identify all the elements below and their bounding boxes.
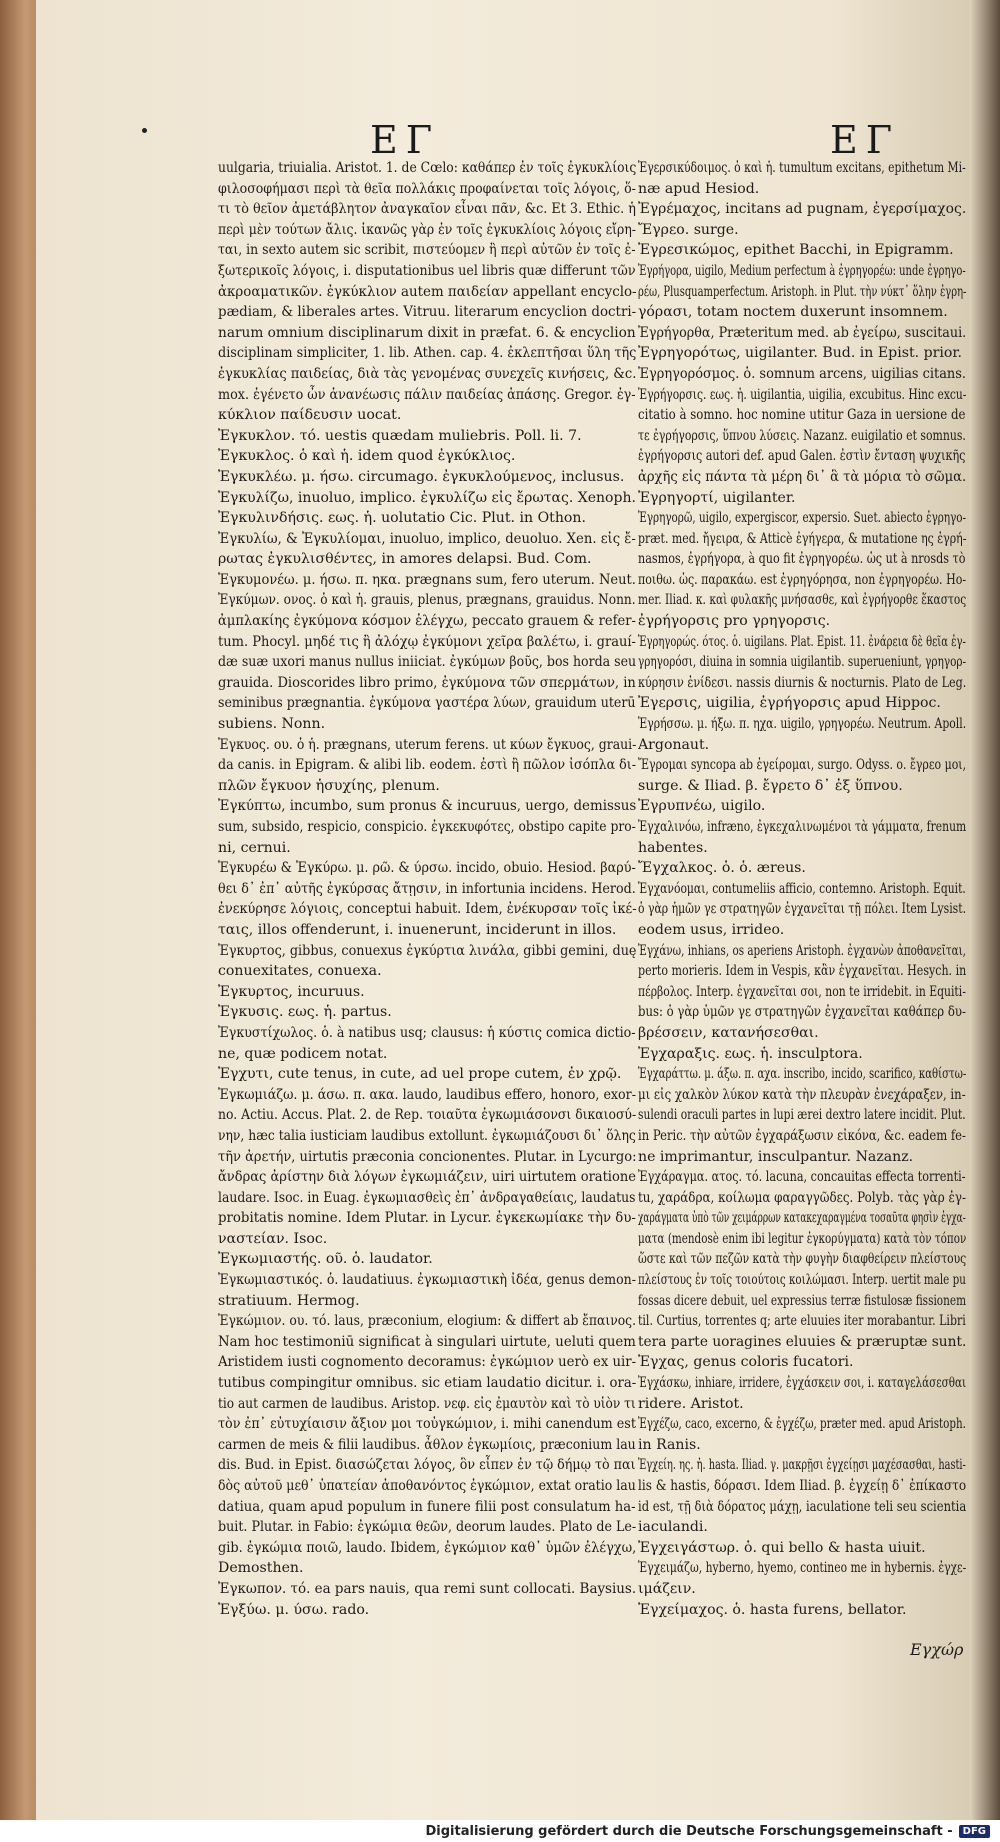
text-line: tum. Phocyl. μηδέ τις ἢ ἀλόχῳ ἐγκύμονι χεῖρα βαλέτω, i. grauí- [218, 633, 636, 650]
text-line: Ἐγκυρέω & Ἐγκύρω. μ. ρῶ. & ύρσω. incido, obuio. Hesiod. βαρύ- [218, 860, 636, 877]
text-line: Ἐγρήγορα, uigilo, Medium perfectum à ἐγρηγορέω: unde ἐγρηγο- [638, 262, 966, 279]
text-line: Ἐγρηγορότως, uigilanter. Bud. in Epist. prior. [638, 345, 963, 362]
text-line: eodem usus, irrideo. [638, 921, 785, 938]
text-line: perto morieris. Idem in Vespis, κἂν ἐγχανεῖται. Hesych. in [638, 963, 967, 980]
text-line: ἐγρήγορσις autori def. apud Galen. ἐστὶν ἔνταση ψυχικῆς [638, 448, 966, 465]
text-line: ἐγκυκλίας παιδείας, διὰ τὰς γενομένας συνεχεῖς κινήσεις, &c. [218, 365, 637, 382]
text-line: Ἐγρήγορθα, Præteritum med. ab ἐγείρω, suscitaui. [638, 324, 967, 341]
text-line: Ἐγκυκλον. τό. uestis quædam muliebris. Poll. li. 7. [218, 427, 582, 444]
text-line: περὶ μὲν τούτων ἄλις. ἱκανῶς γὰρ ἐν τοῖς ἐγκυκλίοις λόγοις εἴρη- [218, 221, 636, 238]
text-line: Ἔγρεο. surge. [638, 221, 739, 238]
text-line: ἀμπλακίης ἐγκύμονα κόσμον ἐλέγχω, peccato grauem & refer- [218, 613, 636, 630]
text-line: ὥστε καὶ τῶν πεζῶν κατὰ τὴν φυγὴν διαφθείρειν πλείστους [638, 1251, 967, 1268]
text-line: Ἐγχαράττω. μ. άξω. π. αχα. inscribo, incido, scarifico, καθίστω- [638, 1066, 967, 1083]
text-line: ἀκροαματικῶν. ἐγκύκλιον autem παιδείαν appellant encyclo- [218, 283, 637, 300]
text-line: id est, τῇ διὰ δόρατος μάχῃ, iaculatione teli seu scientia [638, 1498, 967, 1515]
text-line: Ἐγκυκλος. ὁ καὶ ἡ. idem quod ἐγκύκλιος. [218, 448, 516, 465]
text-line: dæ suæ uxori manus nullus iniiciat. ἐγκύμων βοῦς, bos horda seu [218, 654, 637, 671]
text-line: fossas dicere debuit, uel expressius terræ fistulosæ fissionem [638, 1292, 967, 1309]
text-line: Ἔγχαλκος. ὁ. ὁ. æreus. [638, 860, 806, 877]
text-line: Ἐγκυρτος, incuruus. [218, 983, 365, 1000]
text-line: τῆν ἀρετήν, uirtutis præconia concionentes. Plutar. in Lycurgo: [218, 1148, 637, 1165]
text-line: Ἐγκυλινδήσις. εως. ἡ. uolutatio Cic. Plut. in Othon. [218, 510, 587, 527]
text-line: βρέσσειν, κατανήσεσθαι. [638, 1024, 819, 1041]
text-line: ρέω, Plusquamperfectum. Aristoph. in Plut. τὴν νύκτ᾽ ὅλην ἐγρη- [638, 283, 967, 300]
text-line: Ἐγκυλίζω, inuoluo, implico. ἐγκυλίζω εἰς ἔρωτας. Xenoph. [218, 489, 636, 506]
catchword: Εγχώρ [910, 1640, 964, 1659]
text-line: Ἐγρεσικώμος, epithet Bacchi, in Epigramm. [638, 242, 954, 259]
text-line: seminibus prægnantia. ἐγκύμονα γαστέρα λύων, grauidum uterū [218, 695, 636, 712]
text-line: ταις, illos offenderunt, i. inuenerunt, inciderunt in illos. [218, 921, 617, 938]
text-line: πλῶν ἔγκυον ἡσυχίης, plenum. [218, 777, 440, 794]
text-line: Ἐγρηγορόσμος. ὁ. somnum arcens, uigilias citans. [638, 365, 966, 382]
text-line: Ἐγχας, genus coloris fucatori. [638, 1354, 854, 1371]
text-line: in Ranis. [638, 1436, 701, 1453]
text-line: Ἐγκωμιάζω. μ. άσω. π. ακα. laudo, laudibus effero, honoro, exor- [218, 1086, 636, 1103]
text-line: ridere. Aristot. [638, 1395, 744, 1412]
text-line: Ἐγξύω. μ. ύσω. rado. [218, 1601, 370, 1618]
text-line: tu, χαράδρα, κοίλωμα φαραγγῶδες. Polyb. τὰς γὰρ ἐγ- [638, 1189, 967, 1206]
text-line: φιλοσοφήμασι περὶ τὰ θεῖα πολλάκις προφαίνεται τοῖς λόγοις, ὅ- [218, 180, 636, 197]
printer-mark [142, 128, 147, 133]
text-line: Ἐγκύπτω, incumbo, sum pronus & incuruus, uergo, demissus [218, 798, 637, 815]
text-line: Ἐγχαλινόω, infræno, ἐγκεχαλινωμένοι τὰ γάμματα, frenum [638, 819, 967, 835]
text-line: Ἐγχειγάστωρ. ὁ. qui bello & hasta uiuit. [638, 1539, 926, 1556]
text-line: Ἐγχυτι, cute tenus, in cute, ad uel prope cutem, ἐν χρῷ. [218, 1066, 622, 1083]
text-line: κύρησιν ἐνίδεσι. nassis diurnis & nocturnis. Plato de Leg. [638, 674, 967, 691]
text-line: bus: ὁ γὰρ ὑμῶν γε στρατηγῶν ἐγχανεῖται καθάπερ δυ- [638, 1004, 966, 1021]
text-line: ναστείαν. Isoc. [218, 1230, 328, 1247]
text-line: τε ἐγρήγορσις, ὕπνου λύσεις. Nazanz. euigilatio et somnus. [638, 427, 966, 444]
text-line: stratiuum. Hermog. [218, 1292, 360, 1309]
text-line: τὸν ἐπ᾽ εὐτυχίαισιν ἄξιον μοι τοὐγκώμιον, i. mihi canendum est [218, 1416, 636, 1433]
text-line: Ἐγχάσκω, inhiare, irridere, ἐγχάσκειν σοι, i. καταγελάσεσθαι [638, 1375, 967, 1392]
text-line: Ἐγερσις, uigilia, ἐγρήγορσις apud Hippoc. [638, 695, 941, 712]
text-line: conuexitates, conuexa. [218, 963, 382, 980]
text-line: γρηγορόσι, diuina in somnia uigilantib. superueniunt, γρηγορ- [638, 654, 967, 671]
text-line: ἄνδρας ἀρίστην διὰ λόγων ἐγκωμιάζειν, uiri uirtutem oratione [218, 1169, 636, 1186]
text-line: uulgaria, triuialia. Aristot. 1. de Cœlo: καθάπερ ἐν τοῖς ἐγκυκλίοις [218, 160, 637, 176]
text-line: dis. Bud. in Epist. διασώζεται λόγος, ὃν εἶπεν ἐν τῷ δήμῳ τὸ παι [218, 1457, 636, 1474]
text-line: no. Actiu. Accus. Plat. 2. de Rep. τοιαῦτα ἐγκωμιάσονσι δικαιοσύ- [218, 1107, 637, 1124]
text-line: nasmos, ἐγρήγορα, à quo fit ἐγρηγορέω. ὡς ut à nrosds τὸ [638, 551, 966, 568]
text-line: tutibus compingitur omnibus. sic etiam laudatio dicitur. i. ora- [218, 1375, 637, 1392]
text-line: subiens. Nonn. [218, 716, 326, 733]
text-line: ιμάζειν. [638, 1580, 696, 1597]
running-head-right: ΕΓ [830, 118, 901, 162]
text-line: Ἐγχείη. ης. ἡ. hasta. Iliad. γ. μακρῇσι ἐγχείῃσι μαχέσασθαι, hasti- [638, 1457, 966, 1474]
text-line: carmen de meis & filii laudibus. ἆθλον ἐγκωμίοις, præconium lau [218, 1436, 636, 1453]
text-line: ne, quæ podicem notat. [218, 1045, 388, 1062]
text-line: Ἐγχάραγμα. ατος. τό. lacuna, concauitas effecta torrenti- [638, 1169, 966, 1186]
text-line: ξωτερικοῖς λόγοις, i. disputationibus uel libris quæ differunt τῶν [218, 262, 636, 279]
text-line: πέρβολος. Interp. ἐγχανεῖται σοι, non te irridebit. in Equiti- [638, 983, 966, 1000]
text-line: Ἐγρηγορῶ, uigilo, expergiscor, expersio. Suet. abiecto ἐγρηγο- [638, 510, 967, 527]
text-line: Ἐγκυμονέω. μ. ήσω. π. ηκα. prægnans sum, fero uterum. Neut. [218, 571, 636, 588]
running-head-left: ΕΓ [370, 118, 441, 162]
text-line: γόρασι, totam noctem duxerunt insomnem. [638, 304, 948, 321]
text-line: til. Curtius, torrentes q; arte eluuies iter morabantur. Libri [638, 1313, 966, 1330]
text-line: grauida. Dioscorides libro primo, ἐγκύμονα τῶν σπερμάτων, in [218, 674, 636, 691]
dfg-logo: DFG [959, 1825, 990, 1838]
text-line: ματα (mendosè enim ibi legitur ἐγκορύγματα) κατὰ τὸν τόπον [638, 1230, 967, 1247]
text-line: χαράγματα ὑπὸ τῶν χειμάρρων κατακεχαραγμένα τοσαῦτα φησὶν ἐγχα- [638, 1210, 966, 1227]
text-line: Ἐγρέμαχος, incitans ad pugnam, ἐγερσίμαχος. [638, 201, 967, 218]
text-line: Ἐγκύμων. ονος. ὁ καὶ ἡ. grauis, plenus, prægnans, grauidus. Nonn. [218, 592, 636, 609]
left-column [218, 158, 638, 1620]
text-line: gib. ἐγκώμια ποιῶ, laudo. Ibidem, ἐγκώμιον καθ᾽ ὑμῶν ἐλέγχω, [218, 1539, 637, 1556]
text-line: Ἐγκυρτος, gibbus, conuexus ἐγκύρτια λινάλα, gibbi gemini, duę [218, 942, 637, 959]
book-edge-left [0, 0, 36, 1842]
text-line: da canis. in Epigram. & alibi lib. eodem. ἐστὶ ἢ πῶλον ἰσόπλα δι- [218, 757, 637, 774]
text-line: Ἐγκωμιαστής. οῦ. ὁ. laudator. [218, 1251, 433, 1268]
text-line: mox. ἐγένετο ὦν ἀνανέωσις πάλιν παιδείας ἁπάσης. Gregor. ἐγ- [218, 386, 636, 403]
text-line: Ἐγρηγορώς. ότος. ὁ. uigilans. Plat. Epist. 11. ἐνάρεια δὲ θεῖα ἐγ- [638, 633, 966, 650]
text-line: Ἐγχανόομαι, contumeliis afficio, contemno. Aristoph. Equit. [638, 880, 966, 897]
text-line: ὁ γὰρ ἡμῶν γε στρατηγῶν ἐγχανεῖται τῇ πόλει. Item Lysist. [638, 901, 967, 918]
text-line: laudare. Isoc. in Euag. ἐγκωμιασθεὶς ἐπ᾽ ἀνδραγαθείαις, laudatus [218, 1189, 636, 1206]
text-line: Ἐγκυκλέω. μ. ήσω. circumago. ἐγκυκλούμενος, inclusus. [218, 468, 625, 485]
right-column [638, 158, 968, 1620]
text-line: θει δ᾽ ἐπ᾽ αὐτῆς ἐγκύρσας ἄτῃσιν, in infortunia incidens. Herod. [218, 880, 636, 897]
text-line: surge. & Iliad. β. ἔγρετο δ᾽ ἐξ ὕπνου. [638, 777, 903, 794]
text-line: Ἐγχαραξις. εως. ἡ. insculptora. [638, 1045, 863, 1062]
text-line: iaculandi. [638, 1519, 708, 1536]
text-line: mer. Iliad. κ. καὶ φυλακῆς μνήσασθε, καὶ ἐγρήγορθε ἕκαστος [638, 592, 967, 609]
text-line: buit. Plutar. in Fabio: ἐγκώμια θεῶν, deorum laudes. Plato de Le- [218, 1519, 637, 1536]
text-line: narum omnium disciplinarum dixit in præfat. 6. & encyclion [218, 324, 636, 341]
text-line: Ἐγρυπνέω, uigilo. [638, 798, 766, 815]
text-line: Ἐγκυστίχωλος. ὁ. à natibus usq; clausus: ἡ κύστις comica dictio- [218, 1024, 636, 1041]
text-line: Ἐγρηγορτί, uigilanter. [638, 489, 796, 506]
book-gutter-right [970, 0, 1000, 1842]
text-line: τι τὸ θεῖον ἀμετάβλητον ἀναγκαῖον εἶναι πᾶν, &c. Et 3. Ethic. ἡ [218, 201, 636, 218]
text-line: sum, subsido, respicio, conspicio. ἐγκεκυφότες, obstipo capite pro- [218, 819, 636, 835]
text-line: Aristidem iusti cognomento decoramus: ἐγκώμιον uerò ex uir- [218, 1354, 637, 1371]
text-line: citatio à somno. hoc nomine utitur Gaza in uersione de [638, 407, 966, 424]
text-line: Ἐγρήγορσις. εως. ἡ. uigilantia, uigilia, excubitus. Hinc excu- [638, 386, 967, 403]
text-line: in Peric. τὴν αὐτῶν ἐγχαράξωσιν εἰκόνα, &c. eadem fe- [638, 1127, 966, 1144]
text-line: datiua, quam apud populum in funere filii post consulatum ha- [218, 1498, 636, 1515]
text-line: ρωτας ἐγκυλισθέντες, in amores delapsi. Bud. Com. [218, 551, 592, 568]
text-line: Ἐγκυλίω, & Ἐγκυλίομαι, inuoluo, implico, deuoluo. Xen. εἰς ἔ- [218, 530, 636, 547]
text-line: μι εἰς χαλκὸν λύκον κατὰ τὴν πλευρὰν ἐνεχάραξεν, in- [638, 1086, 966, 1103]
text-line: Ἐγρήσσω. μ. ήξω. π. ηχα. uigilo, γρηγορέω. Neutrum. Apoll. [638, 716, 967, 733]
text-line: ται, in sexto autem sic scribit, πιστεύομεν ἢ περὶ αὐτῶν ἐν τοῖς ἐ- [218, 242, 636, 259]
text-line: pædiam, & liberales artes. Vitruu. literarum encyclion doctri- [218, 304, 637, 321]
text-line: næ apud Hesiod. [638, 180, 760, 197]
text-line: Ἐγχείμαχος. ὁ. hasta furens, bellator. [638, 1601, 907, 1618]
text-line: Demosthen. [218, 1560, 304, 1577]
text-line: disciplinam simpliciter, 1. lib. Athen. cap. 4. ἐκλεπτῆσαι ὕλη τῆς [218, 345, 637, 362]
text-line: habentes. [638, 839, 708, 856]
text-line: Ἐγκώμιον. ου. τό. laus, præconium, elogium: & differt ab ἔπαινος. [218, 1313, 637, 1330]
text-line: Ἐγκωμιαστικός. ὁ. laudatiuus. ἐγκωμιαστικὴ ἰδέα, genus demon- [218, 1272, 636, 1289]
text-line: ne imprimantur, insculpantur. Nazanz. [638, 1148, 914, 1165]
text-line: lis & hastis, δόρασι. Idem Iliad. β. ἐγχείῃ δ᾽ ἐπίκαστο [638, 1478, 967, 1494]
text-line: Argonaut. [638, 736, 710, 753]
text-line: Ἐγκυσις. εως. ἡ. partus. [218, 1004, 392, 1021]
text-line: Ἐγκωπον. τό. ea pars nauis, qua remi sunt collocati. Baysius. [218, 1580, 637, 1597]
text-line: Ἔγρομαι syncopa ab ἐγείρομαι, surgo. Odyss. ο. ἔγρεο μοι, [638, 757, 967, 774]
text-line: ἀρχῆς εἰς πάντα τὰ μέρη δι᾽ ἃ τὰ μόρια τὸ σῶμα. [638, 468, 967, 485]
text-line: Ἐγχέζω, caco, excerno, & ἐγχέζω, præter med. apud Aristoph. [638, 1416, 966, 1433]
text-line: νην, hæc talia iusticiam laudibus extollunt. ἐγκωμιάζουσι δι᾽ ὅλης [218, 1127, 636, 1144]
text-line: tera parte uoragines eluuies & præruptæ sunt. [638, 1333, 967, 1350]
text-line: præt. med. ἤγειρα, & Atticè ἐγήγερα, & mutatione ης ἐγρή- [638, 530, 967, 547]
footer-credit: Digitalisierung gefördert durch die Deutsche Forschungsgemeinschaft - [425, 1823, 953, 1839]
text-line: probitatis nomine. Idem Plutar. in Lycur. ἐγκεκωμίακε τὴν δυ- [218, 1210, 636, 1227]
text-line: Ἐγχειμάζω, hyberno, hyemo, contineo me in hybernis. ἐγχε- [638, 1560, 967, 1577]
text-line: δὸς αὐτοῦ μεθ᾽ ὑπατείαν ἀποθανόντος ἐγκώμιον, extat oratio lau [218, 1478, 636, 1494]
text-line: ἐνεκύρησε λόγιοις, conceptui habuit. Idem, ἐνέκυρσαν τοῖς ἰκέ- [218, 901, 637, 918]
text-line: tio aut carmen de laudibus. Aristop. νεφ. εἰς ἐμαυτὸν καὶ τὸ υἱὸν τι [218, 1395, 636, 1412]
text-line: κύκλιον παίδευσιν uocat. [218, 407, 402, 424]
text-line: ἐγρήγορσις pro γρηγορσις. [638, 613, 831, 630]
footer-bar [0, 1820, 1000, 1842]
text-line: Nam hoc testimoniū significat à singulari uirtute, ueluti quem [218, 1333, 636, 1350]
text-line: πλείστους ἐν τοῖς τοιούτοις κοιλώμασι. Interp. uertit male pu [638, 1272, 966, 1289]
text-line: Ἐγκυος. ου. ὁ ἡ. prægnans, uterum ferens. ut κύων ἔγκυος, graui- [218, 736, 637, 753]
text-line: Ἐγχάνω, inhians, os aperiens Aristoph. ἐγχανὼν ἀποθανεῖται, [638, 942, 966, 959]
text-line: ποιθω. ὡς. παρακάω. est ἐγρηγόρησα, non ἐγρηγορέω. Ho- [638, 571, 967, 588]
text-line: sulendi oraculi partes in lupi ærei dextro latere incidit. Plut. [638, 1107, 966, 1124]
text-line: Ἐγερσικύδοιμος. ὁ καὶ ἡ. tumultum excitans, epithetum Mi- [638, 160, 966, 176]
text-line: ni, cernui. [218, 839, 291, 856]
